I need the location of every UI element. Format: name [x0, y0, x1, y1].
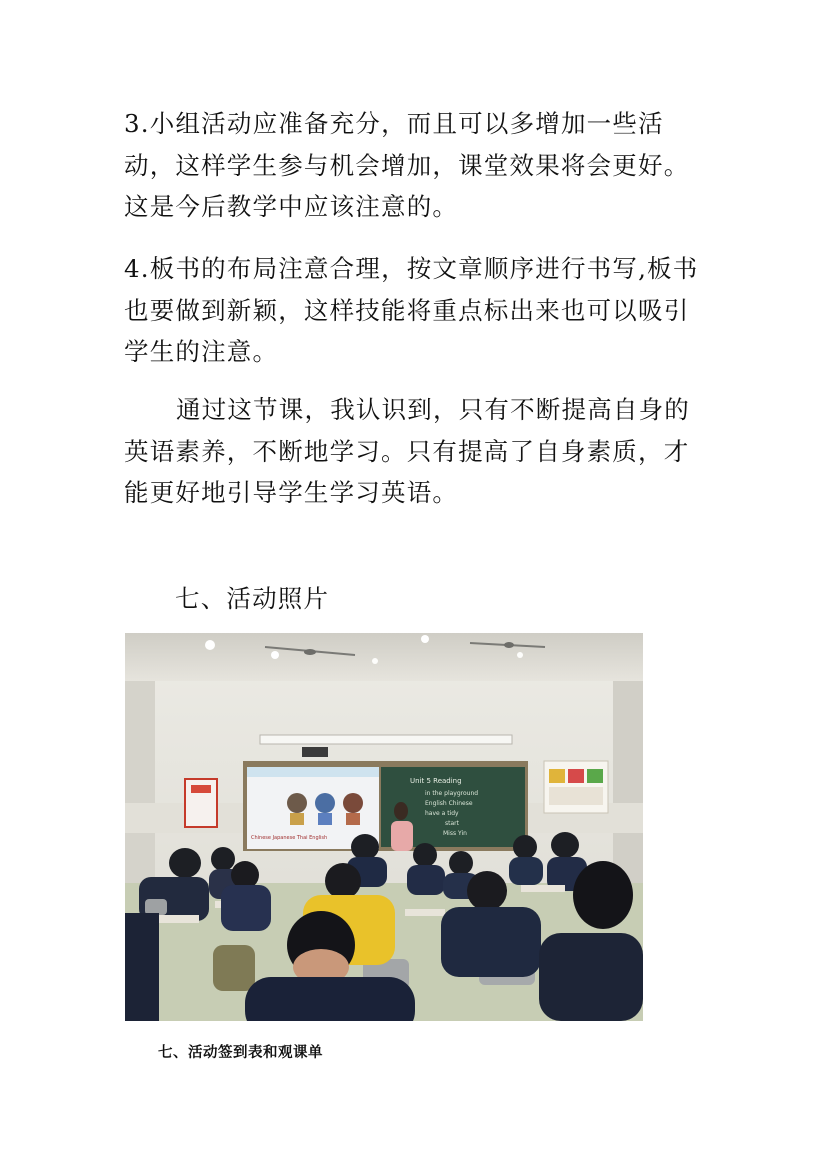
blackboard-line-4: start: [445, 820, 459, 827]
paragraph-item-4: 4.板书的布局注意合理，按文章顺序进行书写,板书也要做到新颖，这样技能将重点标出来也可以吸引学生的注意。: [124, 254, 699, 366]
section-heading: 七、活动照片: [175, 584, 330, 613]
blackboard-line-1: in the playground: [425, 790, 479, 797]
blackboard-line-5: Miss Yin: [443, 830, 467, 837]
blackboard-line-2: English Chinese: [425, 800, 473, 807]
screen-caption: Chinese Japanese Thai English: [251, 835, 328, 841]
caption: 七、活动签到表和观课单: [158, 1044, 323, 1061]
activity-photo: [125, 633, 643, 1021]
blackboard-line-3: have a tidy: [425, 810, 459, 817]
blackboard-title: Unit 5 Reading: [410, 777, 462, 785]
paragraph-item-3: 3.小组活动应准备充分，而且可以多增加一些活动，这样学生参与机会增加，课堂效果将会更好。这是今后教学中应该注意的。: [124, 109, 690, 221]
paragraph-conclusion: 通过这节课，我认识到，只有不断提高自身的英语素养，不断地学习。只有提高了自身素质，才能更好地引导学生学习英语。: [124, 395, 690, 507]
